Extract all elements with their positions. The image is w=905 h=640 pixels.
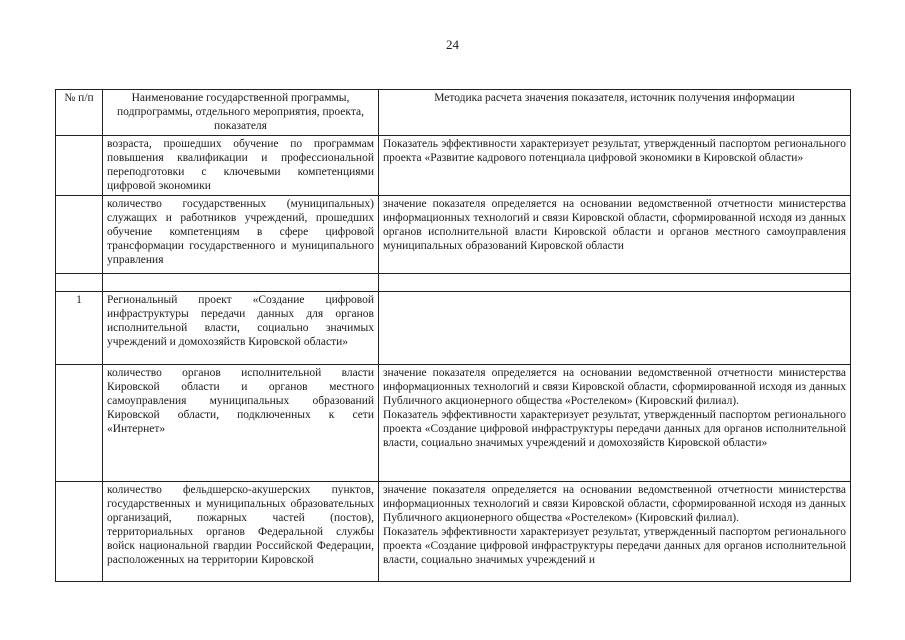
row-number xyxy=(56,482,103,582)
method-paragraph: Показатель эффективности характеризует результат, утвержденный паспортом регионального проекта «Создание цифровой инфраструктуры передачи данных для органов исполнительной власти, социально значимых учреждений и xyxy=(383,526,846,566)
project-name: Региональный проект «Создание цифровой инфраструктуры передачи данных для органов исполнительной власти, социально значимых учреждений и домохозяйств Кировской области» xyxy=(103,292,379,365)
table-row xyxy=(56,196,851,274)
spacer-cell xyxy=(103,274,379,292)
indicator-method xyxy=(379,292,851,365)
row-number xyxy=(56,136,103,196)
spacer-row xyxy=(56,274,851,292)
indicator-method: значение показателя определяется на основании ведомственной отчетности министерства информационных технологий и связи Кировской области, сформированной исходя из данных органов исполнительной власти Кировской области и органов местного самоуправления муниципальных образований Кировской области xyxy=(379,196,851,274)
row-number xyxy=(56,365,103,482)
row-number: 1 xyxy=(56,292,103,365)
row-number xyxy=(56,196,103,274)
method-paragraph: значение показателя определяется на основании ведомственной отчетности министерства информационных технологий и связи Кировской области, сформированной исходя из данных Публичного акционерного общества «Ростелеком» (Кировский филиал). xyxy=(383,367,846,407)
indicator-method xyxy=(379,482,851,582)
header-name: Наименование государственной программы, подпрограммы, отдельного мероприятия, проекта, показателя xyxy=(103,90,379,136)
indicator-name: количество государственных (муниципальных) служащих и работников учреждений, прошедших обучение компетенциям в сфере цифровой трансформации государственного и муниципального управления xyxy=(103,196,379,274)
method-paragraph: значение показателя определяется на основании ведомственной отчетности министерства информационных технологий и связи Кировской области, сформированной исходя из данных Публичного акционерного общества «Ростелеком» (Кировский филиал). xyxy=(383,484,846,524)
table-row xyxy=(56,482,851,582)
indicator-name: возраста, прошедших обучение по программам повышения квалификации и профессиональной переподготовки с ключевыми компетенциями цифровой экономики xyxy=(103,136,379,196)
indicator-method: Показатель эффективности характеризует результат, утвержденный паспортом регионального проекта «Развитие кадрового потенциала цифровой экономики в Кировской области» xyxy=(379,136,851,196)
indicator-name: количество фельдшерско-акушерских пунктов, государственных и муниципальных образовательных организаций, пожарных частей (постов), территориальных органов Федеральной службы войск национальной гвардии Российской Федерации, расположенных на территории Кировской xyxy=(103,482,379,582)
spacer-cell xyxy=(56,274,103,292)
indicator-method xyxy=(379,365,851,482)
table-row xyxy=(56,136,851,196)
page-number: 24 xyxy=(446,37,459,52)
spacer-cell xyxy=(379,274,851,292)
table-row xyxy=(56,365,851,482)
table-header-row xyxy=(56,90,851,136)
table-row xyxy=(56,292,851,365)
header-method: Методика расчета значения показателя, источник получения информации xyxy=(379,90,851,136)
method-paragraph: Показатель эффективности характеризует результат, утвержденный паспортом регионального проекта «Создание цифровой инфраструктуры передачи данных для органов исполнительной власти, социально значимых учреждений и домохозяйств Кировской области» xyxy=(383,409,846,449)
indicator-table xyxy=(55,89,851,582)
indicator-name: количество органов исполнительной власти Кировской области и органов местного самоуправления муниципальных образований Кировской области, подключенных к сети «Интернет» xyxy=(103,365,379,482)
header-number: № п/п xyxy=(56,90,103,136)
